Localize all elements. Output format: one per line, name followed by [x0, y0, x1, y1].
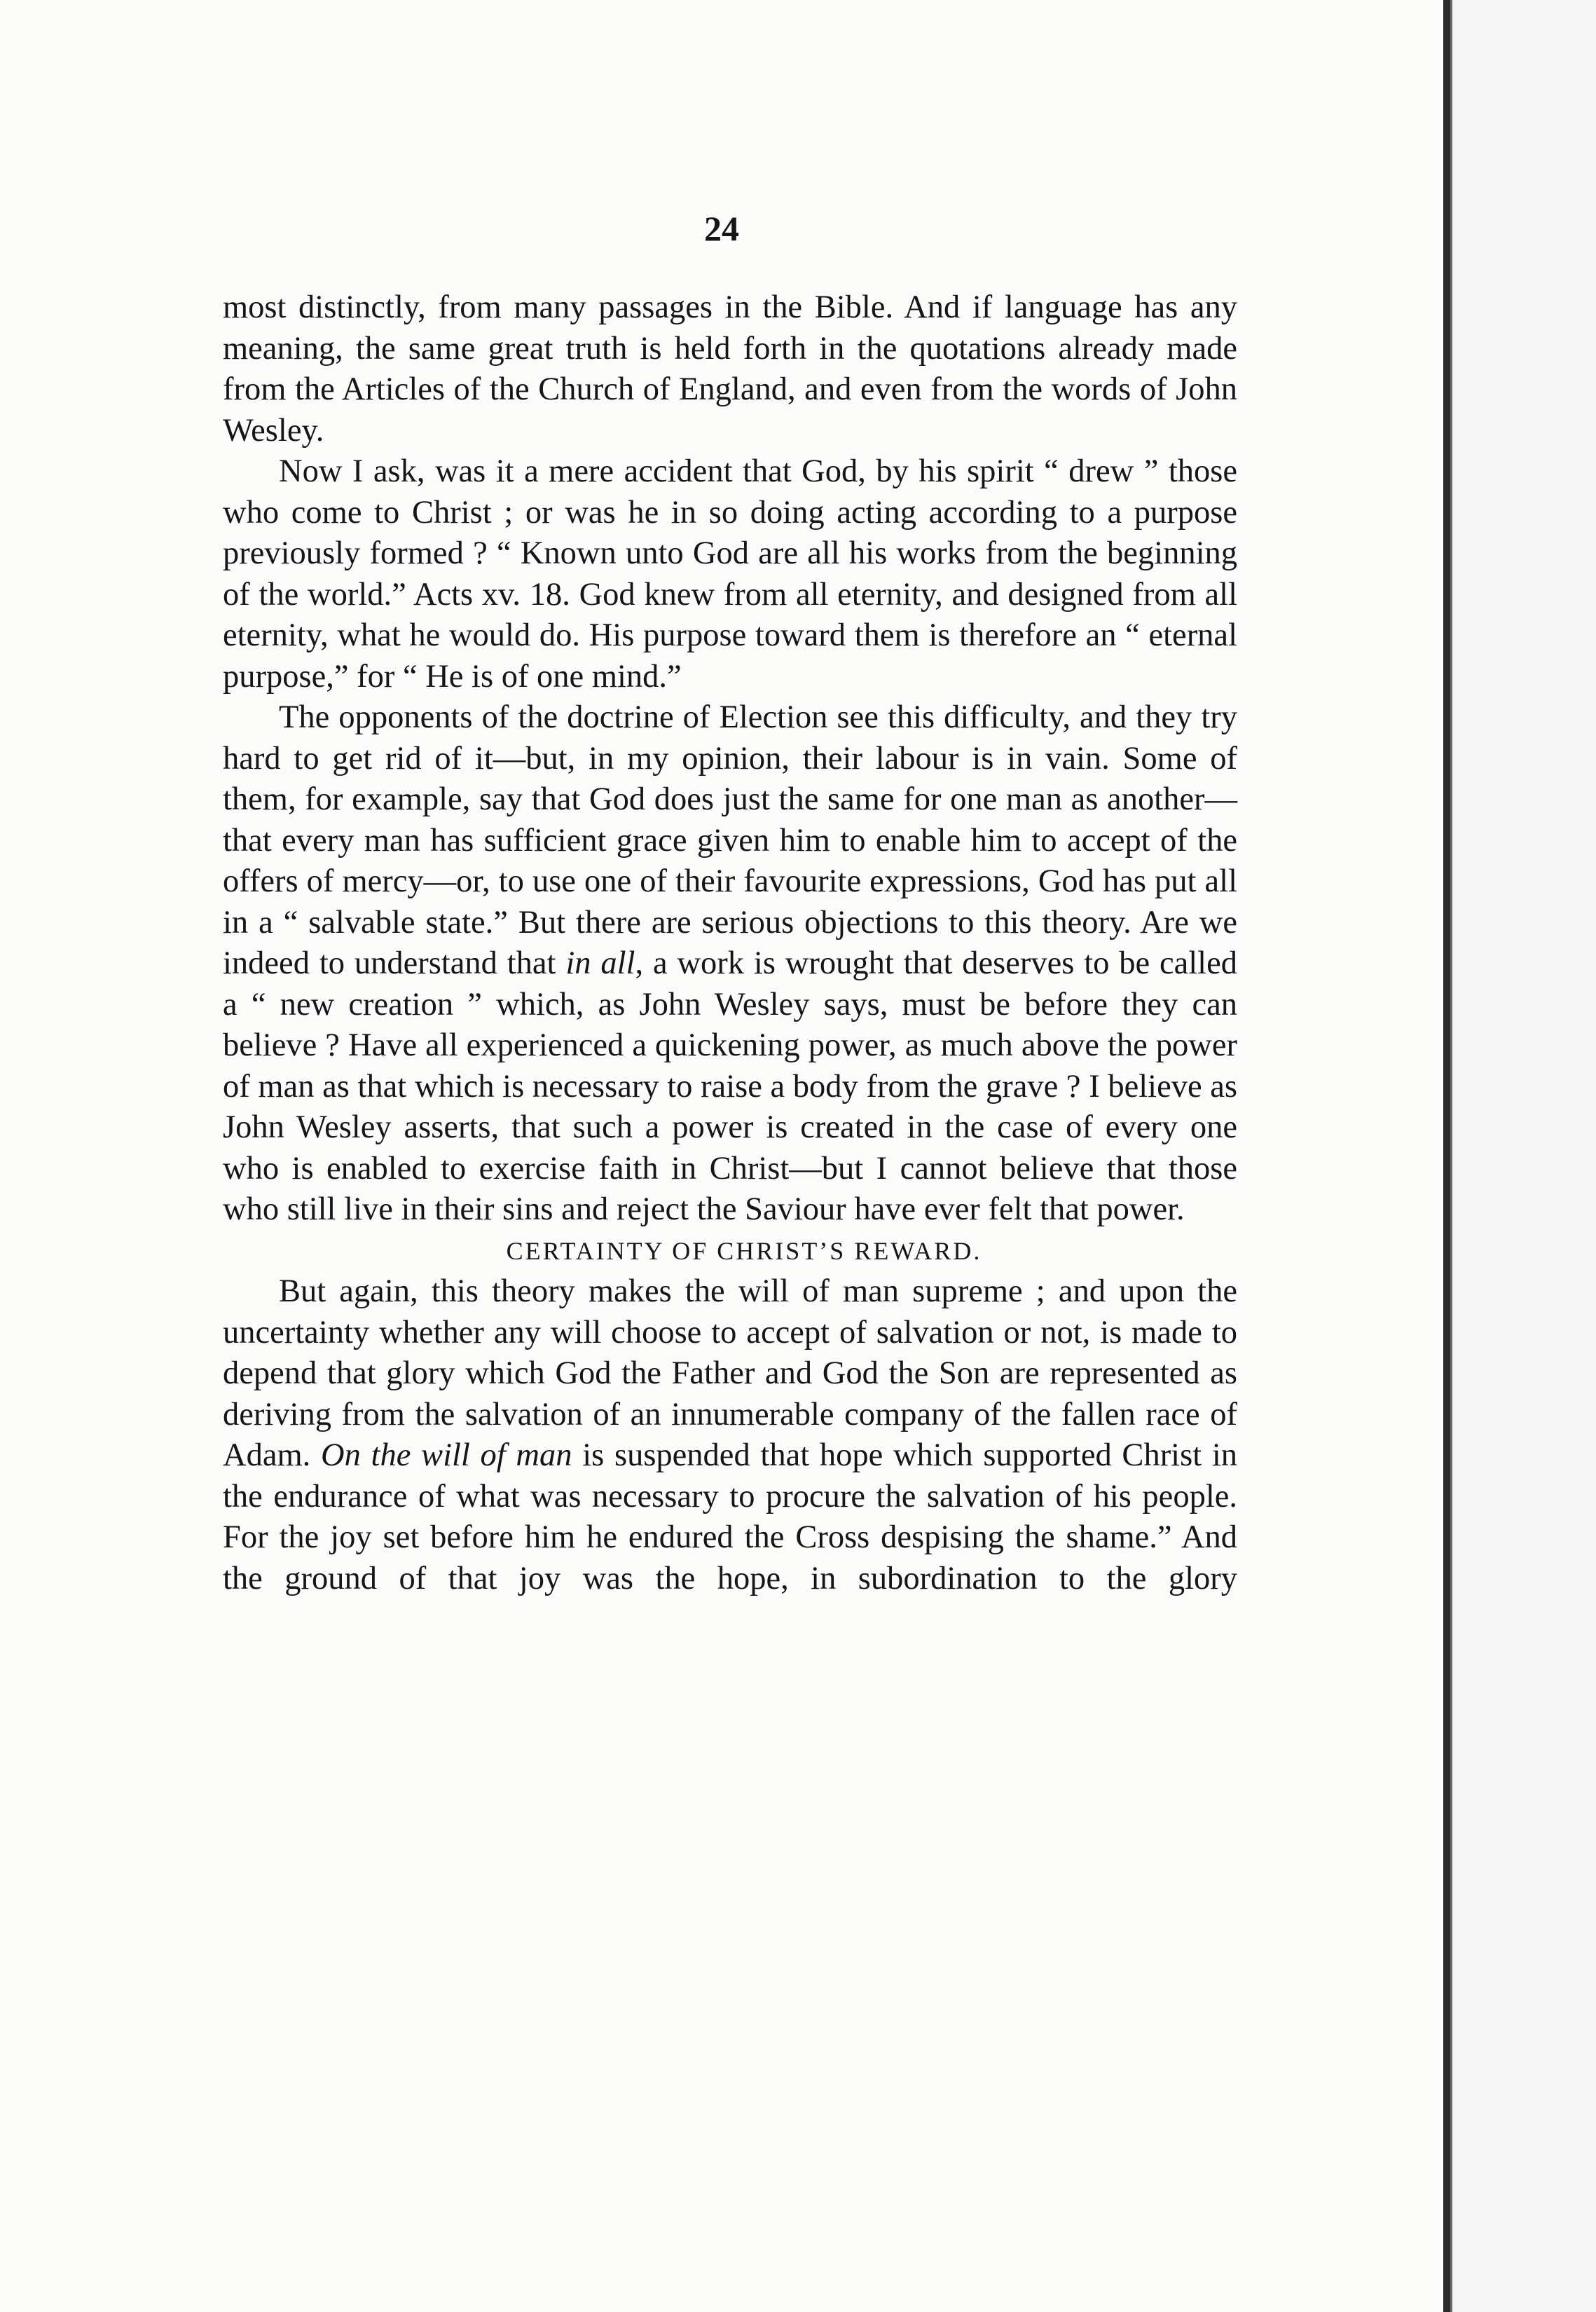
body-text — [223, 287, 1237, 1599]
section-heading: CERTAINTY OF CHRIST’S REWARD. — [506, 1236, 982, 1265]
page-gutter — [1443, 0, 1450, 2312]
paragraph-3-text-a: The opponents of the doctrine of Election see this difficulty, and they try hard to get rid of it—but, in my opinion, their labour is in vain. Some of them, for example, say that God does just the same for one man as another—that every man has sufficient grace given him to enable him to accept of the offers of mercy—or, to use one of their favourite expressions, God has put all in a “ salvable state.” But there are serious objections to this theory. Are we indeed to understand that — [223, 699, 1237, 981]
adjacent-page-edge — [1450, 0, 1596, 2312]
paragraph-4 — [223, 1271, 1237, 1599]
paragraph-4-italic: On the will of man — [320, 1437, 572, 1473]
paragraph-4-text-a: But again, this theory makes the will of man supreme ; and upon the uncertainty whether any will choose to accept of salvation or not, is made to depend that glory which God the Father and God the Son are represented as deriving from the salvation of an innumerable company of the fallen race of Adam. — [223, 1273, 1237, 1473]
paragraph-1: most distinctly, from many passages in the Bible. And if language has any meaning, the same great truth is held forth in the quotations already made from the Articles of the Church of England, and even from the words of John Wesley. — [223, 289, 1237, 449]
paragraph-3-text-b: , a work is wrought that deserves to be called a “ new creation ” which, as John Wesley says, must be before they can believe ? Have all experienced a quickening power, as much above the power of man as that which is necessary to raise a body from the grave ? I believe as John Wesley asserts, that such a power is created in the case of every one who is enabled to exercise faith in Christ—but I cannot believe that those who still live in their sins and reject the Saviour have ever felt that power. — [223, 945, 1237, 1227]
page-number: 24 — [704, 209, 739, 248]
paragraph-4-text-b: is suspended that hope which supported Christ in the endurance of what was necessary to procure the salvation of his people. For the joy set before him he endured the Cross despising the shame.” And the ground of that joy was the hope, in subordination to the glory — [223, 1437, 1238, 1596]
paragraph-3-italic: in all — [565, 945, 635, 981]
paragraph-3 — [223, 697, 1237, 1231]
edge-rule — [1450, 0, 1452, 2312]
paragraph-2: Now I ask, was it a mere accident that God, by his spirit “ drew ” those who come to Christ ; or was he in so doing acting according to a purpose previously formed ? “ Known unto God are all his works from the beginning of the world.” Acts xv. 18. God knew from all eternity, and designed from all eternity, what he would do. His purpose toward them is therefore an “ eternal purpose,” for “ He is of one mind.” — [223, 453, 1237, 695]
